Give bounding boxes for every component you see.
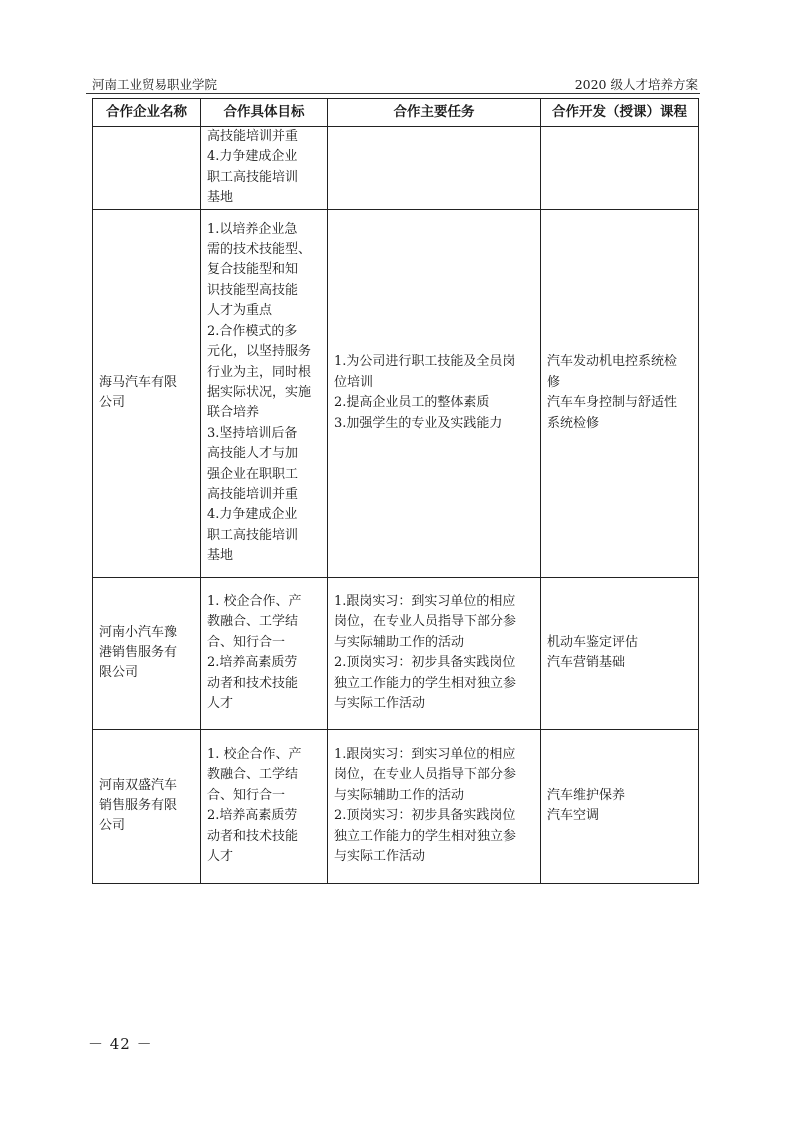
cell-text-line: 独立工作能力的学生相对独立参 bbox=[334, 828, 517, 844]
cell-text-line: 人才 bbox=[207, 848, 234, 864]
cell-text-line: 港销售服务有 bbox=[99, 644, 178, 660]
cell-text-line: 基地 bbox=[207, 548, 234, 564]
cell-courses bbox=[541, 729, 699, 883]
cell-goals bbox=[201, 729, 328, 883]
table-row bbox=[93, 127, 699, 210]
cell-text-line: 公司 bbox=[99, 395, 126, 411]
cell-text-line: 2.培养高素质劳 bbox=[207, 655, 298, 671]
cell-text-line: 强企业在职职工 bbox=[207, 466, 299, 482]
cell-company bbox=[93, 127, 201, 210]
header-document-title: 2020 级人才培养方案 bbox=[574, 77, 698, 92]
cell-text-line: 教融合、工学结 bbox=[207, 614, 299, 630]
cell-text-line: 与实际工作活动 bbox=[334, 848, 426, 864]
cell-text-line: 限公司 bbox=[99, 665, 139, 681]
cell-text-line: 1.以培养企业急 bbox=[207, 221, 298, 237]
cell-text-line: 位培训 bbox=[334, 374, 374, 390]
cell-text-line: 2.提高企业员工的整体素质 bbox=[334, 395, 490, 411]
cell-text-line: 河南双盛汽车 bbox=[99, 777, 178, 793]
cell-text-line: 识技能型高技能 bbox=[207, 282, 299, 298]
cell-goals bbox=[201, 209, 328, 577]
cell-courses bbox=[541, 127, 699, 210]
cell-text-line: 需的技术技能型、 bbox=[207, 242, 312, 258]
cell-text-line: 1.跟岗实习：到实习单位的相应 bbox=[334, 593, 516, 609]
cell-text-line: 合、知行合一 bbox=[207, 634, 286, 650]
cell-text-line: 系统检修 bbox=[547, 415, 600, 431]
cell-text-line: 基地 bbox=[207, 190, 234, 206]
cell-goals bbox=[201, 577, 328, 729]
cell-text-line: 行业为主，同时根 bbox=[207, 364, 312, 380]
table-row bbox=[93, 729, 699, 883]
cell-text-line: 岗位，在专业人员指导下部分参 bbox=[334, 767, 517, 783]
cell-tasks bbox=[328, 127, 541, 210]
cell-text-line: 2.合作模式的多 bbox=[207, 323, 298, 339]
cell-text-line: 职工高技能培训 bbox=[207, 527, 299, 543]
cell-text-line: 与实际辅助工作的活动 bbox=[334, 634, 465, 650]
column-header-tasks: 合作主要任务 bbox=[328, 99, 541, 127]
cell-text-line: 高技能培训并重 bbox=[207, 486, 299, 502]
cell-text-line: 机动车鉴定评估 bbox=[547, 634, 639, 650]
cell-text-line: 合、知行合一 bbox=[207, 787, 286, 803]
cell-tasks bbox=[328, 577, 541, 729]
cell-text-line: 高技能人才与加 bbox=[207, 446, 299, 462]
cell-company bbox=[93, 209, 201, 577]
cell-text-line: 人才 bbox=[207, 695, 234, 711]
header-school-name: 河南工业贸易职业学院 bbox=[92, 77, 218, 92]
cell-text-line: 独立工作能力的学生相对独立参 bbox=[334, 675, 517, 691]
cell-text-line: 修 bbox=[547, 374, 561, 390]
cell-tasks bbox=[328, 729, 541, 883]
table-row bbox=[93, 209, 699, 577]
cell-text-line: 汽车发动机电控系统检 bbox=[547, 354, 678, 370]
column-header-courses: 合作开发（授课）课程 bbox=[541, 99, 699, 127]
cell-text-line: 人才为重点 bbox=[207, 303, 273, 319]
cell-text-line: 3.坚持培训后备 bbox=[207, 425, 298, 441]
cell-text-line: 1.为公司进行职工技能及全员岗 bbox=[334, 354, 516, 370]
cell-courses bbox=[541, 577, 699, 729]
cell-courses bbox=[541, 209, 699, 577]
column-header-company: 合作企业名称 bbox=[93, 99, 201, 127]
cell-text-line: 1.跟岗实习：到实习单位的相应 bbox=[334, 746, 516, 762]
cell-text-line: 3.加强学生的专业及实践能力 bbox=[334, 415, 503, 431]
cell-text-line: 4.力争建成企业 bbox=[207, 149, 298, 165]
cell-text-line: 汽车维护保养 bbox=[547, 787, 626, 803]
cell-text-line: 与实际辅助工作的活动 bbox=[334, 787, 465, 803]
cell-text-line: 1. 校企合作、产 bbox=[207, 593, 302, 609]
cell-text-line: 高技能培训并重 bbox=[207, 129, 299, 144]
cell-text-line: 2.顶岗实习：初步具备实践岗位 bbox=[334, 655, 516, 671]
cell-text-line: 动者和技术技能 bbox=[207, 675, 299, 691]
cell-text-line: 汽车车身控制与舒适性 bbox=[547, 395, 678, 411]
cell-text-line: 汽车营销基础 bbox=[547, 655, 626, 671]
cell-text-line: 职工高技能培训 bbox=[207, 169, 299, 185]
cell-text-line: 据实际状况，实施 bbox=[207, 384, 312, 400]
cell-text-line: 联合培养 bbox=[207, 405, 260, 421]
header-divider bbox=[86, 93, 700, 94]
cell-text-line: 4.力争建成企业 bbox=[207, 507, 298, 523]
table-header-row bbox=[93, 99, 699, 127]
column-header-goals: 合作具体目标 bbox=[201, 99, 328, 127]
cell-text-line: 公司 bbox=[99, 818, 126, 834]
cell-tasks bbox=[328, 209, 541, 577]
cell-company bbox=[93, 577, 201, 729]
cell-goals bbox=[201, 127, 328, 210]
cell-text-line: 元化，以坚持服务 bbox=[207, 344, 312, 360]
cell-text-line: 动者和技术技能 bbox=[207, 828, 299, 844]
cooperation-table bbox=[92, 98, 699, 884]
table-row bbox=[93, 577, 699, 729]
cell-text-line: 河南小汽车豫 bbox=[99, 624, 178, 640]
cell-text-line: 2.培养高素质劳 bbox=[207, 808, 298, 824]
page-number: － 42 － bbox=[88, 1035, 153, 1053]
cell-text-line: 教融合、工学结 bbox=[207, 767, 299, 783]
cell-text-line: 2.顶岗实习：初步具备实践岗位 bbox=[334, 808, 516, 824]
cell-text-line: 销售服务有限 bbox=[99, 797, 178, 813]
cell-text-line: 海马汽车有限 bbox=[99, 374, 178, 390]
cell-text-line: 1. 校企合作、产 bbox=[207, 746, 302, 762]
cell-company bbox=[93, 729, 201, 883]
cell-text-line: 与实际工作活动 bbox=[334, 695, 426, 711]
cell-text-line: 复合技能型和知 bbox=[207, 262, 299, 278]
cell-text-line: 岗位，在专业人员指导下部分参 bbox=[334, 614, 517, 630]
cell-text-line: 汽车空调 bbox=[547, 808, 600, 824]
